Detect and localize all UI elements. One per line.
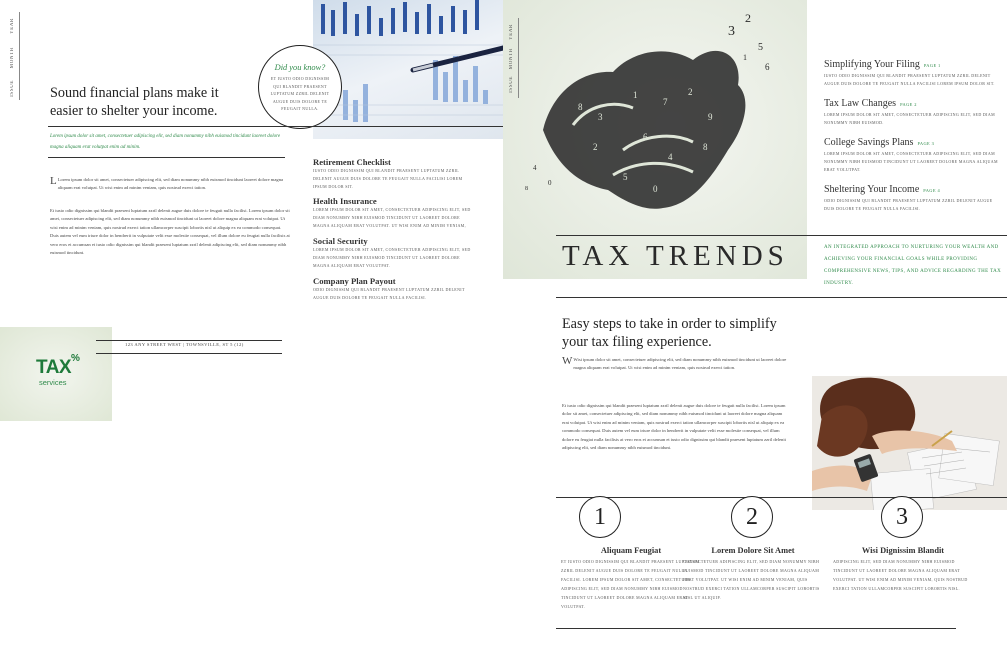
steps-rule-bottom [556,628,956,629]
toc-item-text: LOREM IPSUM DOLOR SIT AMET, CONSECTETUER ADIPISCING ELIT, SED DIAM NONUMMY NIBH EUISMOD. [824,112,995,125]
checklist-item [313,276,473,302]
svg-text:4: 4 [533,164,537,172]
intro-rule [48,157,285,158]
checklist-item-title: Social Security [313,236,368,247]
svg-text:2: 2 [688,87,693,97]
checklist-item-title: Health Insurance [313,196,377,207]
svg-text:8: 8 [703,142,708,152]
toc-item-title: Simplifying Your Filing [824,59,920,70]
tab-issue: ISSUE [10,80,15,97]
address-line: 123 ANY STREET WEST | TOWNSVILLE, ST 5 (12) [125,342,244,347]
svg-text:5: 5 [623,172,628,182]
toc-item-title: Sheltering Your Income [824,184,920,196]
step-number-circle: 1 [579,496,621,538]
step-item [683,546,823,602]
chart-photo [313,0,503,139]
svg-text:8: 8 [578,102,583,112]
address-rule-bottom [96,353,282,354]
tab-month: MONTH [509,48,514,70]
svg-text:4: 4 [668,152,673,162]
masthead-title: TAX TRENDS [562,240,789,272]
drop-cap: L [50,175,57,187]
step-text: CONSECTETUER ADIPISCING ELIT, SED DIAM NONUMMY NIBH EUISMOD TINCIDUNT UT LAOREET DOLORE MAGNA ALIQUAM ERAT VOLUTPAT. UT WISI ENIM AD MINIM VENIAM, QUIS NOSTRUD EXERCI TATION ULLAMCORPER SUSCIPIT LOBORTIS NISL UT ALIQUIP. [683,559,820,600]
svg-text:3: 3 [728,24,735,39]
checklist-item-title: Company Plan Payout [313,276,396,287]
step-number-circle: 3 [881,496,923,538]
tab-divider [19,12,20,100]
tab-divider [518,18,519,98]
masthead-rule-top [556,235,1007,236]
step-number-circle: 2 [731,496,773,538]
svg-text:0: 0 [548,179,552,187]
svg-text:6: 6 [765,62,770,72]
tagline: AN INTEGRATED APPROACH TO NURTURING YOUR WEALTH AND ACHIEVING YOUR FINANCIAL GOALS WHILE PROVIDING COMPREHENSIVE NEWS, TIPS, AND ADVICE REGARDING THE TAX INDUSTRY. [824,245,1002,286]
address-rule-top [96,340,282,341]
svg-text:6: 6 [643,132,648,142]
toc-item[interactable] [824,93,1004,126]
headline-rule [48,126,503,127]
checklist-item-text: LOREM IPSUM DOLOR SIT AMET, CONSECTETUER ADIPISCING ELIT, SED DIAM NONUMMY NIBH EUISMOD TINCIDUNT UT LAOREET DOLORE MAGNA ALIQUAM ERAT VOLUTPAT. UT WISI ENIM AD MINIM VENIAM, [313,207,471,228]
number-hand-illustration [503,0,807,230]
logo-subtitle: services [39,378,67,387]
page-headline: Sound financial plans make it easier to shelter your income. [50,85,219,119]
drop-cap: W [562,355,573,367]
step-item [561,546,701,611]
tab-year: YEAR [509,24,514,41]
toc-page-number: PAGE 4 [923,188,941,194]
step-text: ET IUSTO ODIO DIGNISSIM QUI BLANDIT PRAESENT LUPTATUM ZZRIL DELENIT AUGUE DUIS DOLORE TE FEUGAIT NULLA FACILISI. LOREM IPSUM DOLOR SIT AMET, CONSECTETUER ADIPISCING ELIT, SED DIAM NONUMMY NIBH EUISMOD TINCIDUNT UT LAOREET DOLORE MAGNA ALIQUAM ERAT VOLUTPAT. [561,559,700,609]
checklist-item-text: IUSTO ODIO DIGNISSIM QUI BLANDIT PRAESENT LUPTATUM ZZRIL DELENIT AUGUE DUIS DOLORE TE FEUGAIT NULLA FACILISI LOREM IPSUM DOLOR SIT. [313,168,463,189]
toc-item-title: Tax Law Changes [824,98,897,110]
feature-paragraph-1 [562,356,787,373]
tab-month: MONTH [10,47,15,69]
checklist-item [313,236,473,270]
checklist [313,157,473,302]
checklist-item [313,157,473,190]
body-paragraph-1 [50,176,290,193]
logo-word: TAX [36,357,72,378]
svg-text:2: 2 [593,142,598,152]
feature-headline: Easy steps to take in order to simplify your tax filing experience. [562,316,777,350]
step-title: Aliquam Feugiat [600,546,662,555]
checklist-item-title: Retirement Checklist [313,157,391,167]
tab-year: YEAR [10,18,15,35]
toc-item-title: College Savings Plans [824,137,914,149]
svg-text:1: 1 [633,90,638,100]
svg-text:1: 1 [743,53,747,62]
did-you-know-callout [258,45,342,129]
toc-item[interactable] [824,132,1004,173]
svg-text:3: 3 [598,112,603,122]
stressed-woman-photo [812,376,1007,510]
body-paragraph-1-text: Lorem ipsum dolor sit amet, consectetuer adipiscing elit, sed diam nonummy nibh euismod tincidunt laoreet dolore magna aliquam erat volutpat. Ut wisi enim ad minim veniam, quis nostrud exerci tation. [57,177,284,191]
steps-rule-top [556,497,1007,498]
toc-item[interactable] [824,179,1004,212]
step-text: ADIPISCING ELIT, SED DIAM NONUMMY NIBH EUISMOD TINCIDUNT UT LAOREET DOLORE MAGNA ALIQUAM ERAT VOLUTPAT. UT WISI ENIM AD MINIM VENIAM, QUIS NOSTRUD EXERCI TATION ULLAMCORPER SUSCIPIT LOBORTIS NISL. [833,559,968,591]
feature-paragraph-1-text: Wisi ipsum dolor sit amet, consectetuer adipiscing elit, sed diam nonummy nibh euismod tincidunt ut laoreet dolore magna aliquam erat volutpat. Ut wisi enim ad minim veniam, quis nostrud exerci tation. [573,357,787,371]
checklist-item [313,196,473,230]
toc-item[interactable] [824,54,1004,87]
toc-item-text: ODIO DIGNISSIM QUI BLANDIT PRAESENT LUPTATUM ZZRIL DELENIT AUGUE DUIS DOLORE TE FEUGAIT NULLA FACILISI. [824,198,993,211]
toc-page-number: PAGE 3 [917,141,935,147]
table-of-contents [824,54,1004,212]
checklist-item-text: LOREM IPSUM DOLOR SIT AMET, CONSECTETUER ADIPISCING ELIT, SED DIAM NONUMMY NIBH EUISMOD TINCIDUNT UT LAOREET DOLORE MAGNA ALIQUAM ERAT VOLUTPAT. [313,247,471,268]
checklist-item-text: ODIO DIGNISSIM QUI BLANDIT PRAESENT LUPTATUM ZZRIL DELENIT AUGUE DUIS DOLORE TE FEUGAIT NULLA FACILISI. [313,287,465,301]
svg-text:2: 2 [745,11,751,25]
toc-item-text: LOREM IPSUM DOLOR SIT AMET, CONSECTETUER ADIPISCING ELIT, SED DIAM NONUMMY NIBH EUISMOD TINCIDUNT UT LAOREET DOLORE MAGNA ALIQUAM ERAT VOLUTPAT. [824,151,998,172]
masthead-rule-bottom [556,297,1007,298]
svg-text:9: 9 [708,112,713,122]
intro-text: Lorem ipsum dolor sit amet, consectetuer adipiscing elit, sed diam nonummy nibh euismod tincidunt laoreet dolore magna aliquam erat volutpat enim ad minim. [50,134,281,150]
svg-text:0: 0 [653,184,658,194]
logo-panel [0,327,112,421]
toc-page-number: PAGE 2 [900,102,917,108]
feature-paragraph-2: Et iusto odio dignissim qui blandit praesent luptatum zzril delenit augue duis dolore te feugait nulla facilisi. Lorem ipsum dolor sit amet, consectetuer adipiscing elit, sed diam nonummy nibh euismod tincidunt ut laoreet dolore magna aliquam erat volutpat. Ut wisi enim ad minim veniam, quis nostrud exerci tation ullamcorper suscipit lobortis nisl ut aliquip ex ea commodo consequat. Duis autem vel eum iriure dolor in hendrerit in vulputate velit esse molestie consequat, vel illum dolore eu feugiat nulla facilisis at vero eros et accumsan et iusto odio dignissim qui blandit praesent luptatum zzril delenit adipiscing elit, sed diam nonummy nibh euismod tincidunt. [562,403,786,451]
svg-text:8: 8 [525,186,528,192]
tab-issue: ISSUE [509,76,514,93]
svg-text:5: 5 [758,42,763,53]
step-title: Wisi Dignissim Blandit [861,546,945,555]
toc-page-number: PAGE 1 [923,63,941,68]
svg-text:7: 7 [663,97,668,107]
toc-item-text: IUSTO ODIO DIGNISSIM QUI BLANDIT PRAESENT LUPTATUM ZZRIL DELENIT AUGUE DUIS DOLORE TE FEUGAIT NULLA FACILISI LOREM IPSUM DOLOR SIT. [824,73,995,86]
step-title: Lorem Dolore Sit Amet [711,546,795,555]
logo-percent-mark: % [71,353,80,364]
hero-graphic [503,0,807,279]
did-you-know-title: Did you know? [274,63,326,72]
body-paragraph-2: Et iusto odio dignissim qui blandit praesent luptatum zzril delenit augue duis dolore te feugait nulla facilisi. Lorem ipsum dolor sit amet, consectetuer adipiscing elit, sed diam nonummy nibh euismod tincidunt ut laoreet dolore magna aliquam erat volutpat. Ut wisi enim ad minim veniam, quis nostrud exerci tation ullamcorper suscipit lobortis nisl ut aliquip ex ea commodo consequat. Duis autem vel eum iriure dolor in hendrerit in vulputate velit esse molestie consequat, vel illum dolore eu feugiat nulla facilisis at vero eros et accumsan et iusto odio dignissim qui blandit praesent luptatum zzril delenit adipiscing elit, sed diam nonummy nibh euismod tincidunt. [50,208,290,256]
step-item [833,546,973,593]
did-you-know-text: ET IUSTO ODIO DIGNISSIM QUI BLANDIT PRAESENT LUPTATUM ZZRIL DELENIT AUGUE DUIS DOLORE TE FEUGAIT NULLA. [270,76,330,112]
